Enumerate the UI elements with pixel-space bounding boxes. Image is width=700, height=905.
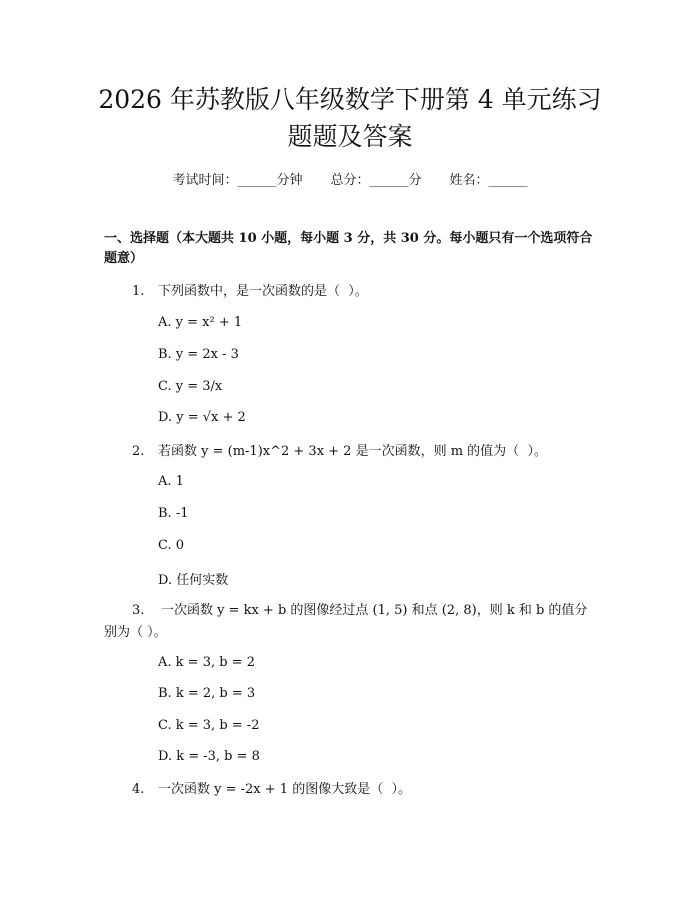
option-c: C. k = 3, b = -2 (158, 718, 260, 733)
option-a: A. y = x² + 1 (158, 315, 243, 330)
question-number: 3. (132, 603, 145, 618)
question-number: 2. (132, 444, 145, 459)
exam-info (0, 169, 700, 188)
option-c: C. 0 (158, 538, 185, 553)
option-c: C. y = 3/x (158, 379, 223, 394)
question-1 (132, 282, 368, 302)
question-number: 4. (132, 782, 145, 797)
exam-time: 考试时间：______分钟 (172, 173, 303, 188)
section-heading: 一、选择题（本大题共 10 小题，每小题 3 分，共 30 分。每小题只有一个选项符合题意） (104, 231, 593, 266)
question-4 (132, 780, 411, 800)
option-b: B. y = 2x - 3 (158, 347, 239, 362)
option-a: A. 1 (158, 474, 184, 489)
question-stem: 下列函数中，是一次函数的是（ ）。 (158, 284, 368, 299)
option-d: D. k = -3, b = 8 (158, 749, 260, 764)
question-3 (104, 600, 598, 644)
question-2 (132, 442, 547, 462)
option-d: D. y = √x + 2 (158, 410, 246, 425)
option-a: A. k = 3, b = 2 (158, 655, 255, 670)
question-stem: 若函数 y = (m-1)x^2 + 3x + 2 是一次函数，则 m 的值为（ ）。 (158, 444, 547, 459)
option-b: B. -1 (158, 506, 189, 521)
document-title-line-2: 题题及答案 (287, 122, 413, 151)
question-stem: 一次函数 y = -2x + 1 的图像大致是（ ）。 (158, 782, 411, 797)
exam-score: 总分：______分 (330, 173, 422, 188)
question-stem: 一次函数 y = kx + b 的图像经过点 (1, 5) 和点 (2, 8)，则 k 和 b 的值分别为（ ）。 (104, 603, 588, 640)
exam-name: 姓名：______ (449, 173, 528, 188)
option-b: B. k = 2, b = 3 (158, 686, 256, 701)
option-d: D. 任何实数 (158, 573, 229, 588)
question-number: 1. (132, 284, 145, 299)
document-title-line-1: 2026 年苏教版八年级数学下册第 4 单元练习 (98, 85, 602, 114)
